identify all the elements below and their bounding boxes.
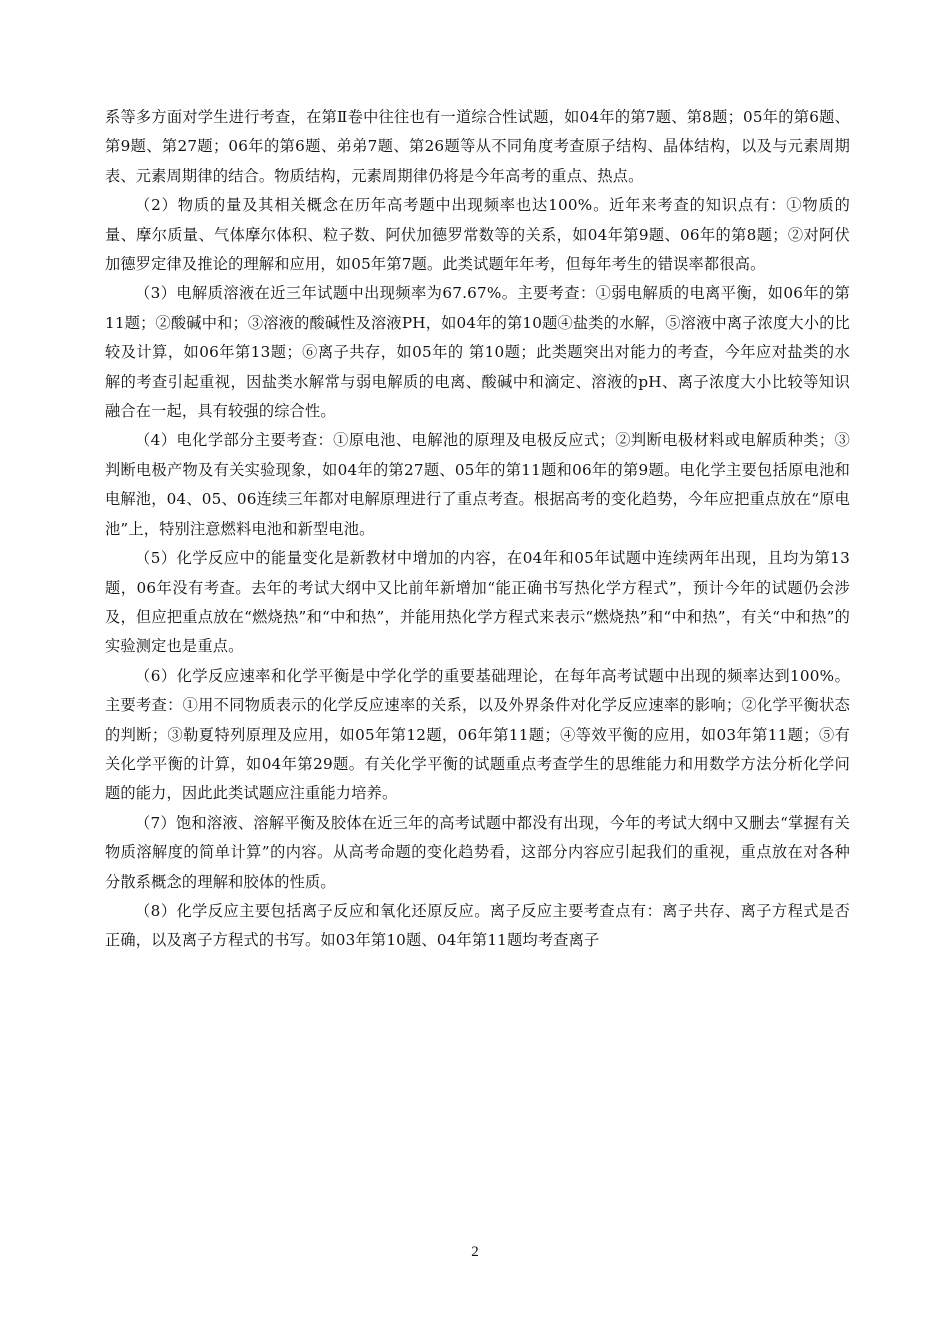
paragraph-item-7: （7）饱和溶液、溶解平衡及胶体在近三年的高考试题中都没有出现，今年的考试大纲中又删去“掌握有关物质溶解度的简单计算”的内容。从高考命题的变化趋势看，这部分内容应引起我们的重视，重点放在对各种分散系概念的理解和胶体的性质。	[105, 813, 850, 891]
paragraph-item-4: （4）电化学部分主要考查：①原电池、电解池的原理及电极反应式；②判断电极材料或电解质种类；③判断电极产物及有关实验现象，如04年的第27题、05年的第11题和06年的第9题。电化学主要包括原电池和电解池，04、05、06连续三年都对电解原理进行了重点考查。根据高考的变化趋势，今年应把重点放在“原电池”上，特别注意燃料电池和新型电池。	[105, 431, 850, 538]
paragraph-item-6: （6）化学反应速率和化学平衡是中学化学的重要基础理论，在每年高考试题中出现的频率达到100%。主要考查：①用不同物质表示的化学反应速率的关系，以及外界条件对化学反应速率的影响；②化学平衡状态的判断；③勒夏特列原理及应用，如05年第12题，06年第11题；④等效平衡的应用，如03年第11题；⑤有关化学平衡的计算，如04年第29题。有关化学平衡的试题重点考查学生的思维能力和用数学方法分析化学问题的能力，因此此类试题应注重能力培养。	[105, 666, 850, 803]
paragraph-item-5: （5）化学反应中的能量变化是新教材中增加的内容，在04年和05年试题中连续两年出现，且均为第13题，06年没有考查。去年的考试大纲中又比前年新增加“能正确书写热化学方程式”，预计今年的试题仍会涉及，但应把重点放在“燃烧热”和“中和热”，并能用热化学方程式来表示“燃烧热”和“中和热”，有关“中和热”的实验测定也是重点。	[105, 549, 850, 656]
paragraph-continuation: 系等多方面对学生进行考查，在第Ⅱ卷中往往也有一道综合性试题，如04年的第7题、第8题；05年的第6题、第9题、第27题；06年的第6题、弟弟7题、第26题等从不同角度考查原子结构、晶体结构，以及与元素周期表、元素周期律的结合。物质结构，元素周期律仍将是今年高考的重点、热点。	[105, 108, 850, 185]
paragraph-item-2: （2）物质的量及其相关概念在历年高考题中出现频率也达100%。近年来考查的知识点有：①物质的量、摩尔质量、气体摩尔体积、粒子数、阿伏加德罗常数等的关系，如04年第9题、06年的第8题；②对阿伏加德罗定律及推论的理解和应用，如05年第7题。此类试题年年考，但每年考生的错误率都很高。	[105, 196, 850, 274]
paragraph-item-8: （8）化学反应主要包括离子反应和氧化还原反应。离子反应主要考查点有：离子共存、离子方程式是否正确，以及离子方程式的书写。如03年第10题、04年第11题均考查离子	[105, 901, 850, 950]
document-body	[105, 103, 850, 956]
paragraph-item-3: （3）电解质溶液在近三年试题中出现频率为67.67%。主要考查：①弱电解质的电离平衡，如06年的第11题；②酸碱中和；③溶液的酸碱性及溶液PH，如04年的第10题④盐类的水解，⑤溶液中离子浓度大小的比较及计算，如06年第13题；⑥离子共存，如05年的 第10题；此类题突出对能力的考查，今年应对盐类的水解的考查引起重视，因盐类水解常与弱电解质的电离、酸碱中和滴定、溶液的pH、离子浓度大小比较等知识融合在一起，具有较强的综合性。	[105, 284, 850, 421]
page-number: 2	[471, 1244, 479, 1260]
